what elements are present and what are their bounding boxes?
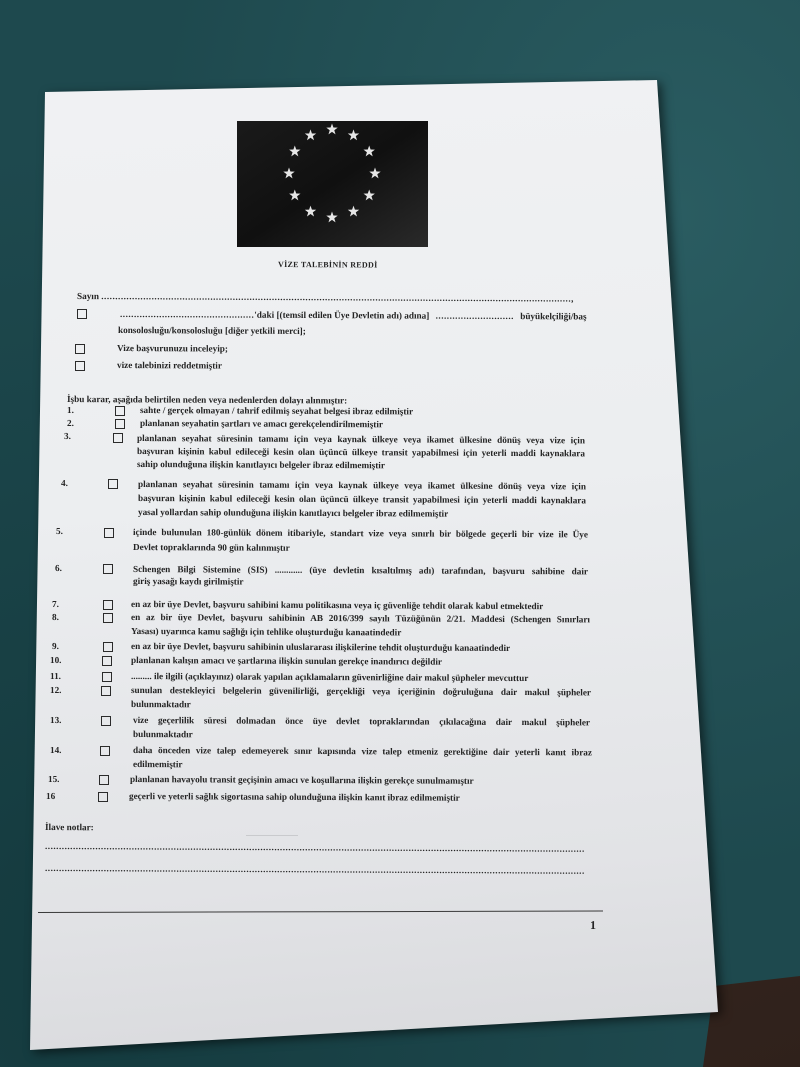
reason-checkbox (102, 672, 112, 682)
reason-text: bulunmaktadır (130, 699, 191, 710)
salutation-dots: ........................................................................................................................................................................ (101, 291, 572, 304)
reason-text: en az bir üye Devlet, başvuru sahibini kamu politikasına veya iç güvenliğe tehdit olarak kabul etmektedir (130, 599, 544, 612)
reason-number: 7. (51, 599, 59, 610)
reason-text: yasal yollardan sahip olunduğuna ilişkin kanıtlayıcı belgeler ibraz edilmemiştir (137, 507, 449, 519)
reason-checkbox (108, 479, 118, 489)
reason-checkbox (113, 433, 123, 443)
reason-checkbox (101, 716, 111, 726)
reason-number: 1. (66, 405, 74, 416)
reason-text: sahte / gerçek olmayan / tahrif edilmiş seyahat belgesi ibraz edilmiştir (139, 405, 414, 417)
reason-number: 14. (49, 745, 62, 756)
reason-text: bulunmaktadır (132, 729, 193, 740)
reason-number: 9. (51, 641, 59, 652)
reason-text: daha önceden vize talep edemeyerek sınır kapısında vize talep etmeniz gerektiğine dair yeterli kanıt ibraz (132, 745, 593, 758)
refusal-text: vize talebinizi reddetmiştir (116, 360, 222, 371)
reason-checkbox (104, 528, 114, 538)
reason-text: başvuran kişinin kabul edileceği kesin olan üçüncü ülkeye transit yapabilmesi için yeterli maddi kaynaklara (136, 446, 586, 459)
salutation-end: , (571, 293, 574, 304)
reason-checkbox (103, 600, 113, 610)
reason-checkbox (100, 746, 110, 756)
authority-line-2: konsolosluğu/konsolosluğu [diğer yetkili merci]; (117, 325, 306, 336)
reason-text: planlanan seyahat süresinin tamamı için veya kaynak ülkeye veya ikamet ülkesine dönüş veya vize için (136, 433, 586, 446)
reason-text: edilmemiştir (132, 759, 183, 770)
reason-checkbox (99, 775, 109, 785)
reason-text: planlanan kalışın amacı ve şartlarına ilişkin sunulan gerekçe inandırıcı değildir (130, 655, 443, 667)
reason-text: geçerli ve yeterli sağlık sigortasına sahip olunduğuna ilişkin kanıt ibraz edilmemiştir (128, 791, 460, 803)
reason-text: en az bir üye Devlet, başvuru sahibinin uluslararası ilişkilerine tehdit oluşturduğu kanaatindedir (130, 641, 511, 653)
faint-mark (246, 835, 298, 836)
document-title: VİZE TALEBİNİN REDDİ (277, 260, 378, 270)
refusal-checkbox (75, 361, 85, 371)
reason-text: sunulan destekleyici belgelerin güvenilirliği, gerçekliği veya içeriğinin doğruluğuna dair makul şüpheler (130, 685, 592, 698)
flag-field (237, 121, 428, 247)
authority-text-1: 'daki [(temsil edilen Üye Devletin adı) adına] (254, 309, 430, 321)
reason-text: ......... ile ilgili (açıklayınız) olarak yapılan açıklamaların güvenirliğine dair makul şüpheler mevcuttur (130, 671, 529, 684)
reason-text: sahip olunduğuna ilişkin kanıtlayıcı belgeler ibraz edilmemiştir (136, 459, 385, 471)
reason-text: planlanan seyahat süresinin tamamı için veya kaynak ülkeye veya ikamet ülkesine dönüş veya vize için (137, 479, 587, 492)
reason-text: vize geçerlilik süresi dolmadan önce üye devlet topraklarından çıkılacağına dair makul şüpheler (132, 715, 591, 728)
review-text: Vize başvurunuzu inceleyip; (116, 343, 228, 354)
reason-checkbox (103, 613, 113, 623)
authority-checkbox (77, 309, 87, 319)
reason-number: 12. (49, 685, 62, 696)
reason-number: 16 (45, 791, 56, 802)
reason-number: 6. (54, 563, 62, 574)
reason-text: Yasası) uyarınca kamu sağlığı için tehlike oluşturduğu kanaatindedir (130, 626, 402, 638)
reason-number: 15. (47, 774, 60, 785)
authority-dots-2: ............................ (435, 310, 514, 322)
reason-text: giriş yasağı kaydı girilmiştir (132, 576, 244, 587)
salutation-label: Sayın (76, 291, 99, 302)
review-checkbox (75, 344, 85, 354)
reason-text: Schengen Bilgi Sistemine (SIS) ............ (üye devletin kısaltılmış adı) tarafından, başvuru sahibine dair (132, 564, 589, 577)
reason-number: 13. (49, 715, 62, 726)
reason-number: 8. (51, 612, 59, 623)
reason-checkbox (115, 419, 125, 429)
eu-flag (237, 120, 428, 247)
reason-text: planlanan seyahatin şartları ve amacı gerekçelendirilmemiştir (139, 418, 384, 430)
reason-checkbox (115, 406, 125, 416)
reason-number: 2. (66, 418, 74, 429)
notes-line: ................................................................................................................................................................................................. (44, 841, 585, 854)
notes-line: ................................................................................................................................................................................................. (44, 863, 585, 876)
reason-text: Devlet topraklarında 90 gün kalınmıştır (132, 542, 290, 553)
reason-number: 11. (49, 671, 62, 682)
notes-label: İlave notlar: (44, 822, 94, 833)
reason-text: en az bir üye Devlet, başvuru sahibinin AB 2016/399 sayılı Tüzüğünün 2/21. Maddesi (Schengen Sınırları (130, 612, 591, 625)
reason-checkbox (101, 686, 111, 696)
page-number: 1 (589, 918, 597, 933)
authority-dots-1: ................................................ (119, 309, 255, 320)
reason-number: 3. (63, 431, 71, 442)
reason-number: 10. (49, 655, 62, 666)
reason-checkbox (103, 642, 113, 652)
reason-checkbox (98, 792, 108, 802)
authority-text-2: büyükelçiliği/baş (520, 311, 587, 322)
reason-text: başvuran kişinin kabul edileceği kesin olan üçüncü ülkeye transit yapabilmesi için yeterli maddi kaynaklara (137, 493, 587, 506)
reason-text: içinde bulunulan 180-günlük dönem itibariyle, standart vize veya sınırlı bir bölgede geçerli bir vize ile Üye (132, 527, 589, 540)
reason-checkbox (102, 656, 112, 666)
reason-number: 4. (60, 478, 68, 489)
reason-checkbox (103, 564, 113, 574)
reason-number: 5. (55, 526, 63, 537)
reasons-intro: İşbu karar, aşağıda belirtilen neden veya nedenlerden dolayı alınmıştır: (66, 394, 348, 406)
reason-text: planlanan havayolu transit geçişinin amacı ve koşullarına ilişkin gerekçe sunulmamıştır (129, 774, 474, 786)
